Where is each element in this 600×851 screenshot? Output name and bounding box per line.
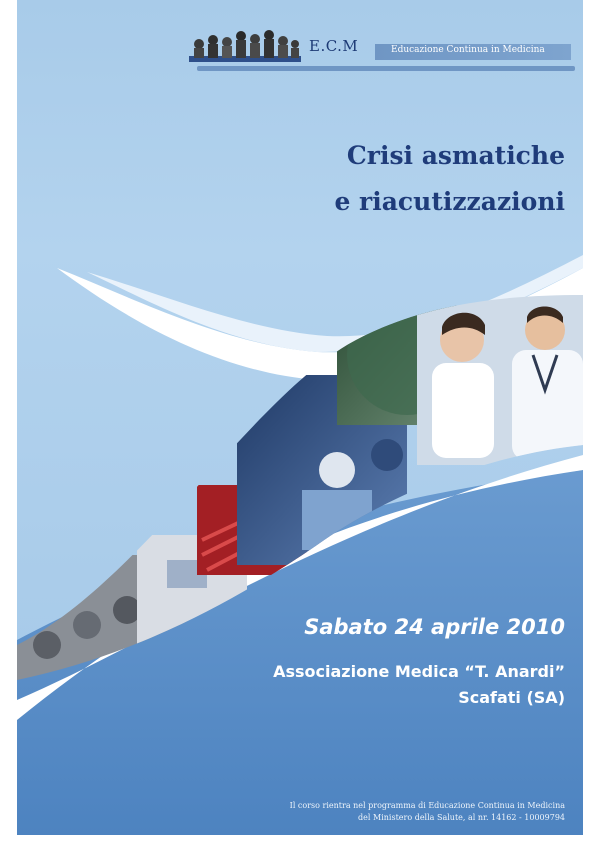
course-title-line-2: e riacutizzazioni [334,187,565,216]
people-group-logo [189,22,301,64]
brochure-cover [17,0,583,835]
venue-name: Associazione Medica “T. Anardi” [273,662,565,681]
medical-photo-collage [17,255,583,725]
header-rule [197,66,575,71]
course-title-line-1: Crisi asmatiche [346,141,565,170]
footer-line-2: del Ministero della Salute, al nr. 14162 - 10009794 [358,813,565,822]
event-date: Sabato 24 aprile 2010 [304,615,565,639]
footer-line-1: Il corso rientra nel programma di Educazione Continua in Medicina [289,801,565,810]
ecm-header [189,18,577,74]
ecm-title: E.C.M [309,37,359,55]
venue-location: Scafati (SA) [458,688,565,707]
ecm-subtitle: Educazione Continua in Medicina [391,45,545,55]
